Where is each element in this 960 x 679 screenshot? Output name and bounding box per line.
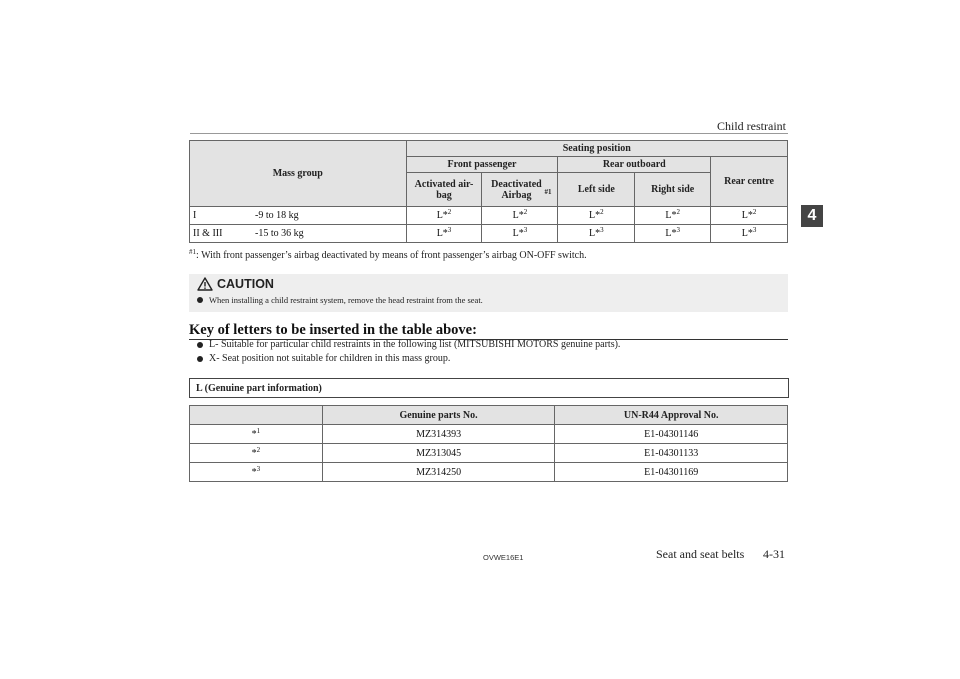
table-footnote: $^{\#1}$: With front passenger’s airbag deactivated by means of front passenger’s airbag ON-OFF switch. bbox=[189, 248, 587, 261]
cell: L*$^3$ bbox=[482, 225, 558, 243]
approval-cell: E1-04301133 bbox=[555, 444, 788, 463]
table-row bbox=[190, 444, 788, 463]
cell: L*$^3$ bbox=[558, 225, 635, 243]
cell: L*$^2$ bbox=[635, 207, 711, 225]
part-number-cell: MZ313045 bbox=[322, 444, 555, 463]
mass-group-cell: I -9 to 18 kg bbox=[190, 207, 407, 225]
genuine-part-info-box: L (Genuine part information) bbox=[189, 378, 789, 398]
approval-cell: E1-04301146 bbox=[555, 425, 788, 444]
key-item-l: L- Suitable for particular child restraints in the following list (MITSUBISHI MOTORS genuine parts). bbox=[197, 339, 620, 350]
mark-cell: *$^3$ bbox=[190, 463, 323, 482]
parts-number-header: Genuine parts No. bbox=[322, 406, 555, 425]
approval-cell: E1-04301169 bbox=[555, 463, 788, 482]
caution-item bbox=[197, 295, 483, 305]
cell: L*$^3$ bbox=[406, 225, 482, 243]
activated-airbag-header: Activated air-bag bbox=[406, 173, 482, 207]
cell: L*$^3$ bbox=[711, 225, 788, 243]
genuine-parts-table bbox=[189, 405, 788, 482]
part-number-cell: MZ314393 bbox=[322, 425, 555, 444]
key-heading: Key of letters to be inserted in the table above: bbox=[189, 322, 477, 338]
mark-cell: *$^2$ bbox=[190, 444, 323, 463]
table-row bbox=[190, 225, 788, 243]
bullet-icon bbox=[197, 342, 203, 348]
key-item-x: X- Seat position not suitable for children in this mass group. bbox=[197, 353, 450, 364]
bullet-icon bbox=[197, 297, 203, 303]
rear-centre-header: Rear centre bbox=[711, 157, 788, 207]
left-side-header: Left side bbox=[558, 173, 635, 207]
mass-group-header: Mass group bbox=[190, 141, 407, 207]
cell: L*$^2$ bbox=[711, 207, 788, 225]
bullet-icon bbox=[197, 356, 203, 362]
cell: L*$^2$ bbox=[482, 207, 558, 225]
caution-title: CAUTION bbox=[217, 277, 274, 291]
table-row bbox=[190, 207, 788, 225]
chapter-tab: 4 bbox=[801, 205, 823, 227]
rear-outboard-header: Rear outboard bbox=[558, 157, 711, 173]
mass-group-cell: II & III -15 to 36 kg bbox=[190, 225, 407, 243]
deactivated-airbag-header: Deactivated Airbag $^{\#1}$ bbox=[482, 173, 558, 207]
cell: L*$^3$ bbox=[635, 225, 711, 243]
table-row bbox=[190, 425, 788, 444]
caution-header bbox=[197, 277, 274, 291]
part-number-cell: MZ314250 bbox=[322, 463, 555, 482]
warning-triangle-icon bbox=[197, 277, 213, 291]
footer-section-title: Seat and seat belts bbox=[656, 547, 745, 561]
caution-box bbox=[189, 274, 788, 312]
front-passenger-header: Front passenger bbox=[406, 157, 558, 173]
mark-cell: *$^1$ bbox=[190, 425, 323, 444]
table-row bbox=[190, 463, 788, 482]
blank-header bbox=[190, 406, 323, 425]
caution-text: When installing a child restraint system, remove the head restraint from the seat. bbox=[209, 295, 483, 305]
header-rule bbox=[190, 133, 788, 134]
cell: L*$^2$ bbox=[406, 207, 482, 225]
running-header-title: Child restraint bbox=[717, 119, 786, 133]
document-code: OVWE16E1 bbox=[483, 553, 524, 562]
seating-position-header: Seating position bbox=[406, 141, 787, 157]
right-side-header: Right side bbox=[635, 173, 711, 207]
page-number: 4-31 bbox=[763, 547, 785, 561]
seating-position-table bbox=[189, 140, 788, 243]
cell: L*$^2$ bbox=[558, 207, 635, 225]
approval-number-header: UN-R44 Approval No. bbox=[555, 406, 788, 425]
